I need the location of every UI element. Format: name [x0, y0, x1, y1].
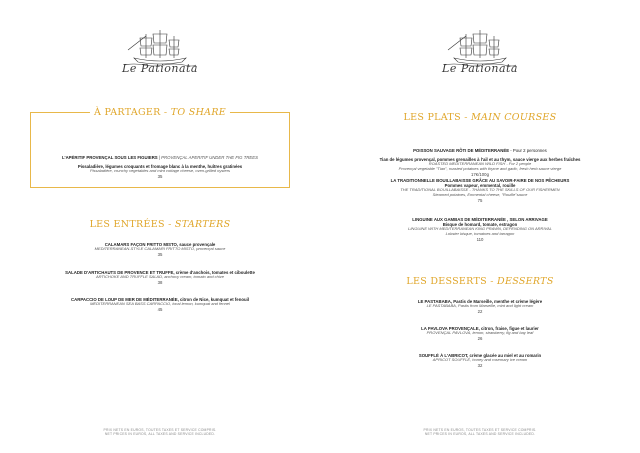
share-section-title [90, 107, 230, 118]
sailing-ship-logo-icon [434, 28, 526, 86]
menu-item [320, 326, 640, 341]
item-desc-en: THE TRADITIONAL BOUILLABAISSE - THANKS TO THE SKILLS OF OUR FISHERMEN [400, 187, 560, 193]
item-price: 32 [477, 362, 483, 368]
item-name-en: | PROVENÇAL APERITIF UNDER THE FIG TREES [157, 155, 259, 160]
brand-name: Le Pationata [122, 62, 198, 75]
item-desc-fr: Pommes vapeur, emmental, rouille [444, 183, 516, 189]
item-price: 17€/100g [471, 171, 489, 177]
item-desc-fr: Tian de légumes provençal, pommes grenailles à l'ail et au thym, sauce vierge aux herbes fraîches [379, 157, 581, 163]
item-name: CARPACCIO DE LOUP DE MER DE MÉDITERRANÉE, citron de Nice, kumquat et fenouil [71, 297, 249, 302]
item-price: 38 [157, 279, 163, 285]
item-price: 45 [157, 306, 163, 312]
menu-item [0, 270, 320, 285]
section-title-en: - MAIN COURSES [460, 112, 557, 123]
share-section-box [30, 107, 290, 188]
item-name: LA PAVLOVA PROVENÇALE, citron, fraise, figue et laurier [421, 326, 539, 331]
price-footer [0, 428, 320, 437]
item-desc-fr: Pissaladière, légumes croquants et fromage blanc à la menthe, huîtres gratinées [77, 164, 243, 170]
section-title-en: - STARTERS [164, 219, 231, 230]
item-desc-fr: Bisque de homard, tomate, estragon [442, 222, 518, 228]
item-price: 35 [157, 251, 163, 257]
mains-section-title [320, 112, 640, 123]
item-name: CALAMARS FAÇON FRITTO MISTO, sauce provençale [104, 242, 216, 247]
section-title-fr: LES DESSERTS [406, 276, 487, 287]
section-title-fr: À PARTAGER [93, 107, 161, 118]
item-desc-en: ARTICHOKE AND TRUFFLE SALAD, anchovy cream, tomato and chive [95, 274, 225, 280]
section-title-en: - TO SHARE [163, 107, 227, 118]
footer-line-fr: PRIX NETS EN EUROS, TOUTES TAXES ET SERVICE COMPRIS. [423, 428, 537, 432]
item-price: 75 [477, 197, 483, 203]
menu-item [0, 242, 320, 257]
menu-item [320, 353, 640, 368]
item-desc-en-detail: Provençal vegetable "Tian", roasted potatoes with thyme and garlic, fresh herb sauce vierge [398, 166, 562, 172]
item-name: LINGUINE AUX GAMBAS DE MÉDITERRANÉE , SELON ARRIVAGE [412, 217, 548, 222]
item-desc-en: MEDITERRANEAN-STYLE CALAMARI FRITTO MISTO, provençal sauce [94, 246, 226, 252]
item-desc-en: APRICOT SOUFFLÉ, honey and rosemary ice cream [432, 357, 528, 363]
item-name: POISSON SAUVAGE RÔTI DE MÉDITERRANÉE [413, 148, 510, 153]
menu-item [0, 297, 320, 312]
starters-section-title [0, 219, 320, 230]
menu-page-right [320, 0, 640, 453]
item-desc-en: Pissaladière, crunchy vegetables and mint cottage cheese, oven-grilled oysters [89, 168, 231, 174]
section-title-en: - DESSERTS [486, 276, 554, 287]
menu-item [320, 178, 640, 203]
section-title-fr: LES ENTRÉES [89, 219, 165, 230]
menu-item [320, 217, 640, 242]
item-name: L'APÉRITIF PROVENÇAL SOUS LES FIGUIERS [61, 155, 158, 160]
item-desc-en: LINGUINE WITH MEDITERRANEAN KING PRAWN, DEPENDING ON ARRIVAL [408, 226, 552, 232]
item-desc-en-detail: Lobster bisque, tomatoes and tarragon [445, 231, 515, 237]
menu-item [320, 299, 640, 314]
item-price: 110 [476, 236, 484, 242]
footer-line-en: NET PRICES IN EUROS, ALL TAXES AND SERVICE INCLUDED. [424, 432, 536, 437]
item-name-suffix: - Pour 2 personnes [509, 148, 547, 153]
sailing-ship-logo-icon [114, 28, 206, 86]
price-footer [320, 428, 640, 437]
section-title-fr: LES PLATS [403, 112, 461, 123]
item-desc-en: ROASTED MEDITERRANEAN WILD FISH - For 2 people [428, 161, 532, 167]
item-desc-en: LE PASTABABA, Pastis from Marseille, mint and light cream [426, 303, 534, 309]
item-price: 35 [157, 174, 163, 180]
item-name: SALADE D'ARTICHAUTS DE PROVENCE ET TRUFFE, crème d'anchois, tomates et ciboulette [65, 270, 255, 275]
item-name: LE PASTABABA, Pastis de Marseille, menthe et crème légère [417, 299, 543, 304]
item-desc-en-detail: Steamed potatoes, Emmental cheese, "Rouille"sauce [432, 192, 528, 198]
item-price: 26 [477, 335, 483, 341]
brand-name: Le Pationata [442, 62, 518, 75]
item-name: SOUFFLÉ À L'ABRICOT, crème glacée au miel et au romarin [418, 353, 542, 358]
item-desc-en: PROVENÇAL PAVLOVA, lemon, strawberry, fig and bay leaf [426, 330, 534, 336]
item-price: 22 [477, 308, 483, 314]
item-desc-en: MEDITERRANEAN SEA BASS CARPACCIO, local lemon, kumquat and fennel [90, 301, 230, 307]
footer-line-fr: PRIX NETS EN EUROS, TOUTES TAXES ET SERVICE COMPRIS. [103, 428, 217, 432]
item-name: LA TRADITIONNELLE BOUILLABAISSE GRÂCE AU SAVOIR-FAIRE DE NOS PÊCHEURS [390, 178, 570, 183]
menu-item [320, 138, 640, 177]
menu-item [31, 145, 289, 179]
footer-line-en: NET PRICES IN EUROS, ALL TAXES AND SERVICE INCLUDED. [104, 432, 216, 437]
desserts-section-title [320, 276, 640, 287]
